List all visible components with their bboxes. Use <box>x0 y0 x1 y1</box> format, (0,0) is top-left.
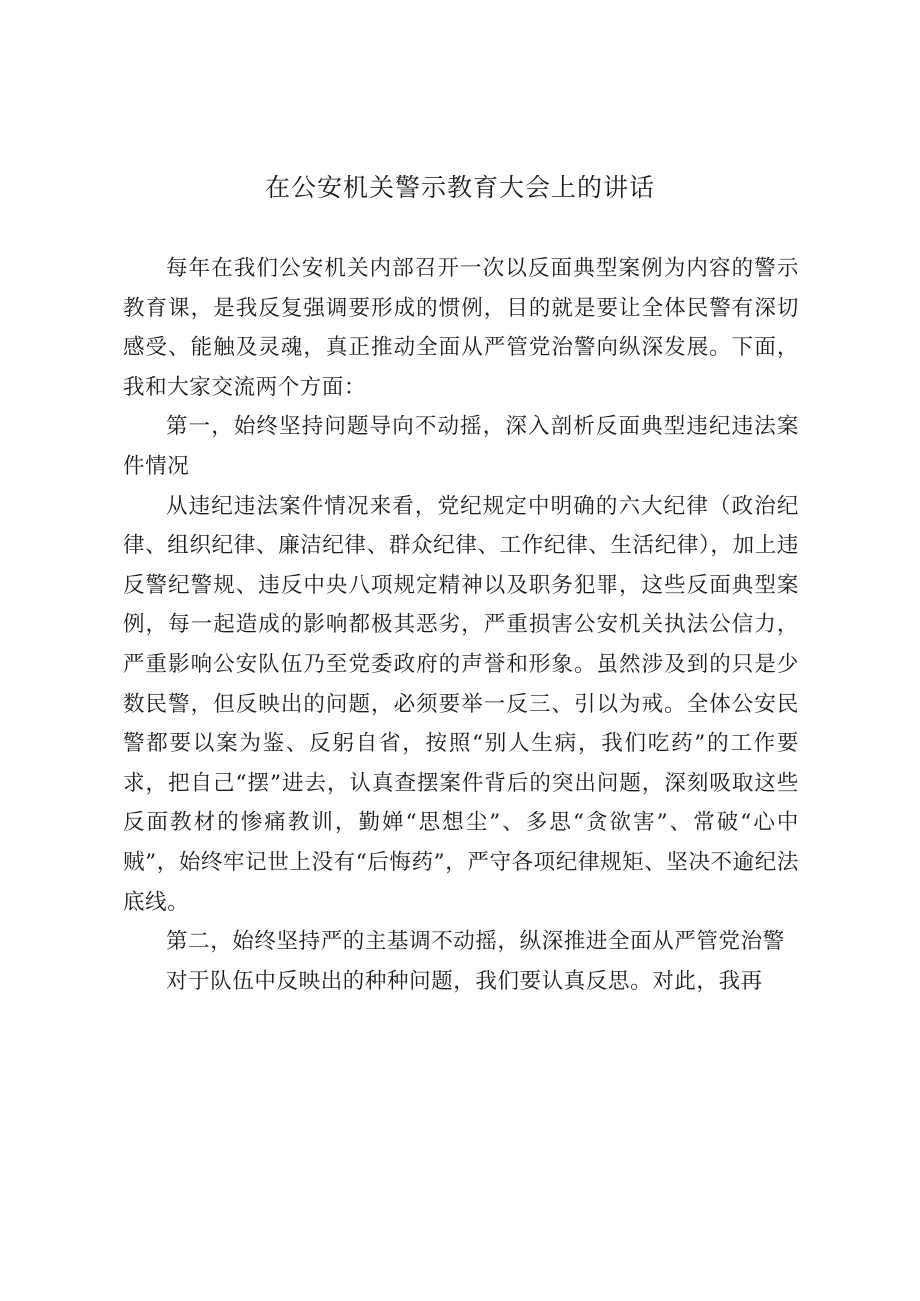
paragraph-section-1: 从违纪违法案件情况来看，党纪规定中明确的六大纪律（政治纪律、组织纪律、廉洁纪律、群众纪律、工作纪律、生活纪律），加上违反警纪警规、违反中央八项规定精神以及职务犯罪，这些反面典型案例，每一起造成的影响都极其恶劣，严重损害公安机关执法公信力，严重影响公安队伍乃至党委政府的声誉和形象。虽然涉及到的只是少数民警，但反映出的问题，必须要举一反三、引以为戒。全体公安民警都要以案为鉴、反躬自省，按照“别人生病，我们吃药”的工作要求，把自己“摆”进去，认真查摆案件背后的突出问题，深刻吸取这些反面教材的惨痛教训，勤婵“思想尘”、多思“贪欲害”、常破“心中贼”，始终牢记世上没有“后悔药”，严守各项纪律规矩、坚决不逾纪法底线。 <box>123 493 799 915</box>
section-heading-2: 第二，始终坚持严的主基调不动摇，纵深推进全面从严管党治警 <box>166 929 785 955</box>
document-title: 在公安机关警示教育大会上的讲话 <box>264 173 655 202</box>
document-body <box>123 249 799 1001</box>
paragraph-intro: 每年在我们公安机关内部召开一次以反面典型案例为内容的警示教育课，是我反复强调要形成的惯例，目的就是要让全体民警有深切感受、能触及灵魂，真正推动全面从严管党治警向纵深发展。下面，我和大家交流两个方面： <box>123 256 799 400</box>
section-heading-1: 第一，始终坚持问题导向不动摇，深入剖析反面典型违纪违法案件情况 <box>123 414 799 479</box>
paragraph-section-2: 对于队伍中反映出的种种问题，我们要认真反思。对此，我再 <box>166 968 763 994</box>
